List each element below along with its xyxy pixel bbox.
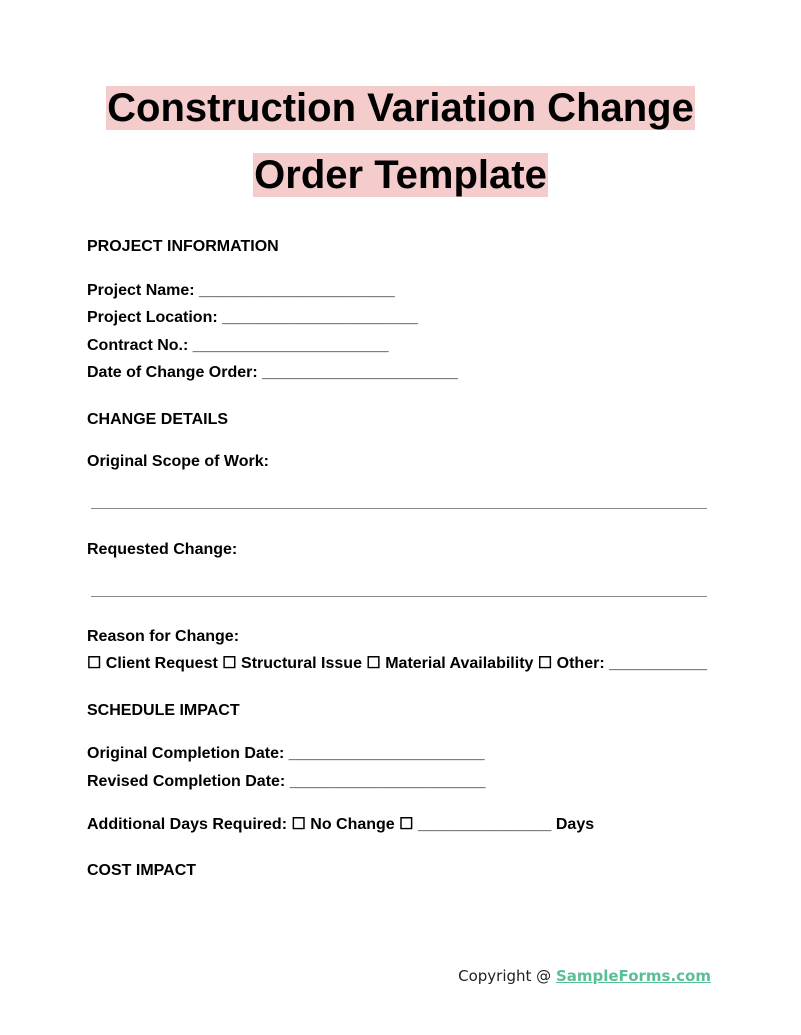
field-project-location[interactable] [87, 308, 418, 328]
days-blank[interactable]: _______________ [413, 816, 556, 833]
field-blank[interactable]: ______________________ [192, 337, 389, 354]
section-heading-change-details: CHANGE DETAILS [87, 411, 229, 428]
requested-change-line[interactable] [91, 596, 707, 597]
title-text: Construction Variation Change [107, 86, 694, 130]
checkbox-days[interactable]: ☐ [399, 816, 414, 833]
requested-change-label: Requested Change: [87, 541, 238, 558]
reason-label: Reason for Change: [87, 628, 240, 645]
section-heading-project-information: PROJECT INFORMATION [87, 238, 279, 255]
additional-days-row [87, 815, 594, 835]
field-label: Project Name: [87, 282, 200, 299]
field-project-name[interactable] [87, 281, 395, 301]
checkbox-client-request[interactable]: ☐ [87, 655, 102, 672]
field-blank[interactable]: ______________________ [262, 364, 458, 381]
field-blank[interactable]: ______________________ [222, 309, 418, 326]
section-heading-cost-impact: COST IMPACT [87, 862, 197, 879]
field-blank[interactable]: ______________________ [199, 282, 395, 299]
option-label: Structural Issue [236, 655, 367, 672]
field-label: Date of Change Order: [87, 364, 263, 381]
field-label: Contract No.: [87, 337, 193, 354]
checkbox-structural-issue[interactable]: ☐ [222, 655, 237, 672]
field-label: Project Location: [87, 309, 223, 326]
title-text: Order Template [254, 153, 547, 197]
option-label: Other: [552, 655, 610, 672]
checkbox-material-availability[interactable]: ☐ [366, 655, 381, 672]
original-scope-line[interactable] [91, 508, 707, 509]
days-label: Days [555, 816, 595, 833]
checkbox-no-change[interactable]: ☐ [291, 816, 306, 833]
field-date-of-change-order[interactable] [87, 363, 458, 383]
field-original-completion-date[interactable] [87, 744, 485, 764]
field-label: Original Completion Date: [87, 745, 289, 762]
copyright-text: Copyright @ [458, 967, 556, 985]
field-revised-completion-date[interactable] [87, 772, 485, 792]
field-blank[interactable]: ______________________ [289, 773, 486, 790]
sampleforms-link[interactable]: SampleForms.com [555, 967, 711, 985]
document-title-line-2 [0, 153, 801, 197]
field-contract-no[interactable] [87, 336, 389, 356]
field-label: Additional Days Required: [87, 816, 292, 833]
document-title-line-1 [0, 86, 801, 130]
option-label: Material Availability [380, 655, 538, 672]
other-blank[interactable]: ___________ [609, 655, 707, 672]
field-blank[interactable]: ______________________ [288, 745, 485, 762]
original-scope-label: Original Scope of Work: [87, 453, 269, 470]
reason-options [87, 654, 707, 674]
option-label: Client Request [101, 655, 223, 672]
field-label: Revised Completion Date: [87, 773, 290, 790]
section-heading-schedule-impact: SCHEDULE IMPACT [87, 702, 240, 719]
checkbox-other[interactable]: ☐ [537, 655, 553, 672]
footer-copyright [458, 966, 711, 986]
option-label: No Change [305, 816, 400, 833]
